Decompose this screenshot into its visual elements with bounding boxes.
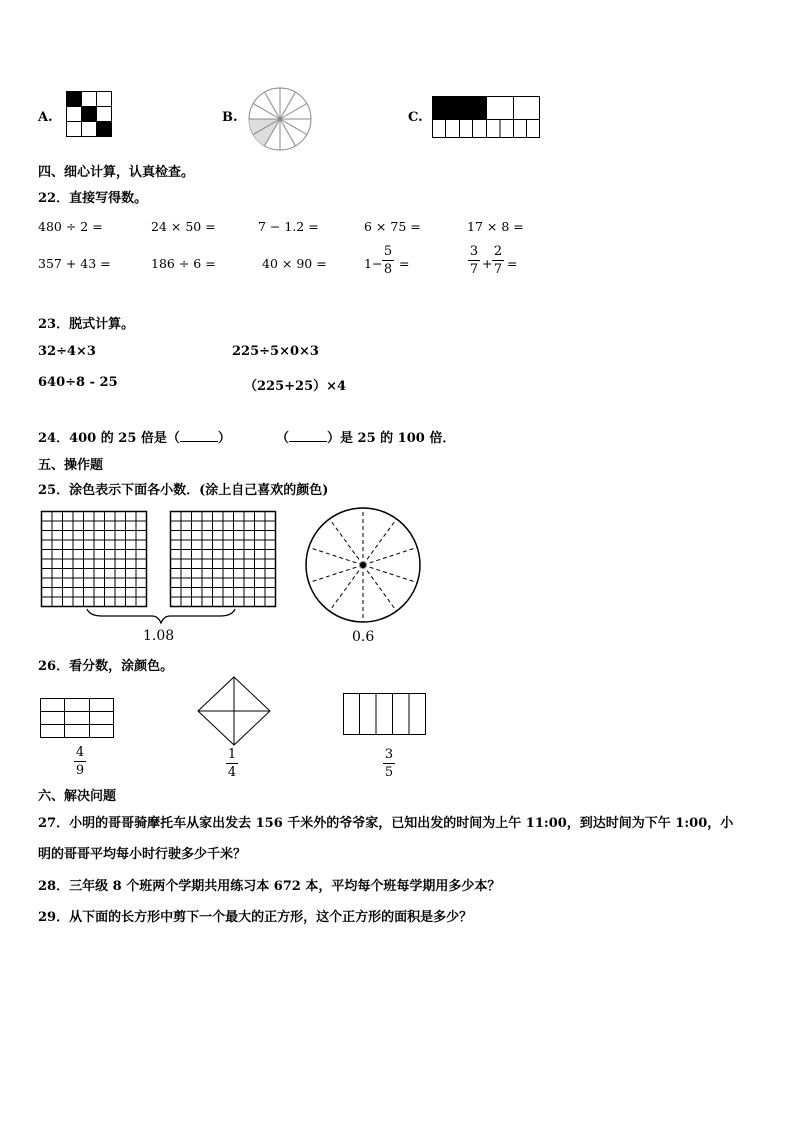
section-4-heading: 四、细心计算，认真检查。 [38, 165, 195, 180]
section-5-heading: 五、操作题 [38, 458, 104, 473]
q23-expr-3: 640÷8 - 25 [38, 375, 118, 390]
denominator: 8 [383, 262, 393, 277]
denominator: 5 [384, 765, 394, 780]
q22-frac-expr-2-equals: = [507, 256, 518, 271]
q22-expr-3: 7 − 1.2 = [258, 219, 319, 234]
fraction-bar [492, 260, 504, 261]
q28-text: 28．三年级 8 个班两个学期共用练习本 672 本，平均每个班每学期用多少本？ [38, 879, 501, 894]
option-b-label: B. [222, 110, 238, 125]
q22-frac-expr-1-whole: 1− [364, 256, 383, 271]
q29-text: 29．从下面的长方形中剪下一个最大的正方形，这个正方形的面积是多少？ [38, 910, 473, 925]
q22-expr-5: 17 × 8 = [467, 219, 524, 234]
numerator: 5 [383, 244, 393, 259]
q24-blank-2[interactable] [289, 430, 327, 442]
section-6-heading: 六、解决问题 [38, 789, 117, 804]
brace-under-grids [86, 608, 236, 626]
numerator: 4 [75, 745, 85, 760]
q22-expr-8: 40 × 90 = [262, 256, 327, 271]
q26-frac-3 [383, 747, 395, 780]
q23-expr-1: 32÷4×3 [38, 344, 96, 359]
q22-expr-1: 480 ÷ 2 = [38, 219, 103, 234]
q27-line-2: 明的哥哥平均每小时行驶多少千米？ [38, 847, 247, 862]
q22-title: 22．直接写得数。 [38, 191, 148, 206]
option-c-bar-figure [432, 96, 540, 138]
q26-rect-nine-parts [40, 698, 114, 738]
q24-part-4: ）是 25 的 100 倍． [327, 431, 456, 446]
q25-label-2: 0.6 [352, 629, 375, 645]
q26-rect-five-parts [343, 693, 426, 735]
option-a-grid-figure [66, 91, 112, 137]
q22-frac-expr-1-equals: = [399, 256, 410, 271]
q23-expr-2: 225÷5×0×3 [232, 344, 319, 359]
numerator: 3 [384, 747, 394, 762]
fraction-bar [226, 763, 238, 764]
q24-part-3: （ [275, 431, 289, 446]
fraction-bar [468, 260, 480, 261]
denominator: 9 [75, 763, 85, 778]
q22-expr-2: 24 × 50 = [151, 219, 216, 234]
q25-circle-ten-parts [304, 506, 422, 624]
q27-line-1: 27．小明的哥哥骑摩托车从家出发去 156 千米外的爷爷家，已知出发的时间为上午 11:00，到达时间为下午 1:00，小 [38, 816, 734, 831]
q22-frac-expr-1-fraction [382, 244, 394, 277]
numerator: 1 [227, 747, 237, 762]
fraction-bar [382, 260, 394, 261]
q26-frac-1 [74, 745, 86, 778]
q26-diamond-four-parts [197, 676, 271, 746]
q24-part-1: 24．400 的 25 倍是（ [38, 431, 180, 446]
q23-title: 23．脱式计算。 [38, 317, 135, 332]
q24-blank-1[interactable] [180, 430, 218, 442]
q22-expr-6: 357 + 43 = [38, 256, 111, 271]
denominator: 7 [469, 262, 479, 277]
q22-frac-expr-2-fraction-a [468, 244, 480, 277]
q24-text [38, 427, 455, 446]
denominator: 7 [493, 262, 503, 277]
q24-part-2: ） [217, 431, 231, 446]
q25-title: 25．涂色表示下面各小数．(涂上自己喜欢的颜色) [38, 483, 329, 498]
hundred-grid-1 [41, 511, 147, 607]
q22-expr-4: 6 × 75 = [364, 219, 421, 234]
option-a-label: A. [38, 110, 53, 125]
q22-frac-expr-2-plus: + [482, 256, 493, 271]
q22-frac-expr-2-fraction-b [492, 244, 504, 277]
numerator: 2 [493, 244, 503, 259]
q26-frac-2 [226, 747, 238, 780]
numerator: 3 [469, 244, 479, 259]
option-b-circle-figure [248, 87, 312, 151]
option-c-label: C. [408, 110, 423, 125]
q23-expr-4: （225+25）×4 [244, 379, 347, 394]
hundred-grid-2 [170, 511, 276, 607]
fraction-bar [383, 763, 395, 764]
q25-label-1: 1.08 [143, 628, 175, 644]
denominator: 4 [227, 765, 237, 780]
fraction-bar [74, 761, 86, 762]
q22-expr-7: 186 ÷ 6 = [151, 256, 216, 271]
q26-title: 26．看分数，涂颜色。 [38, 659, 174, 674]
